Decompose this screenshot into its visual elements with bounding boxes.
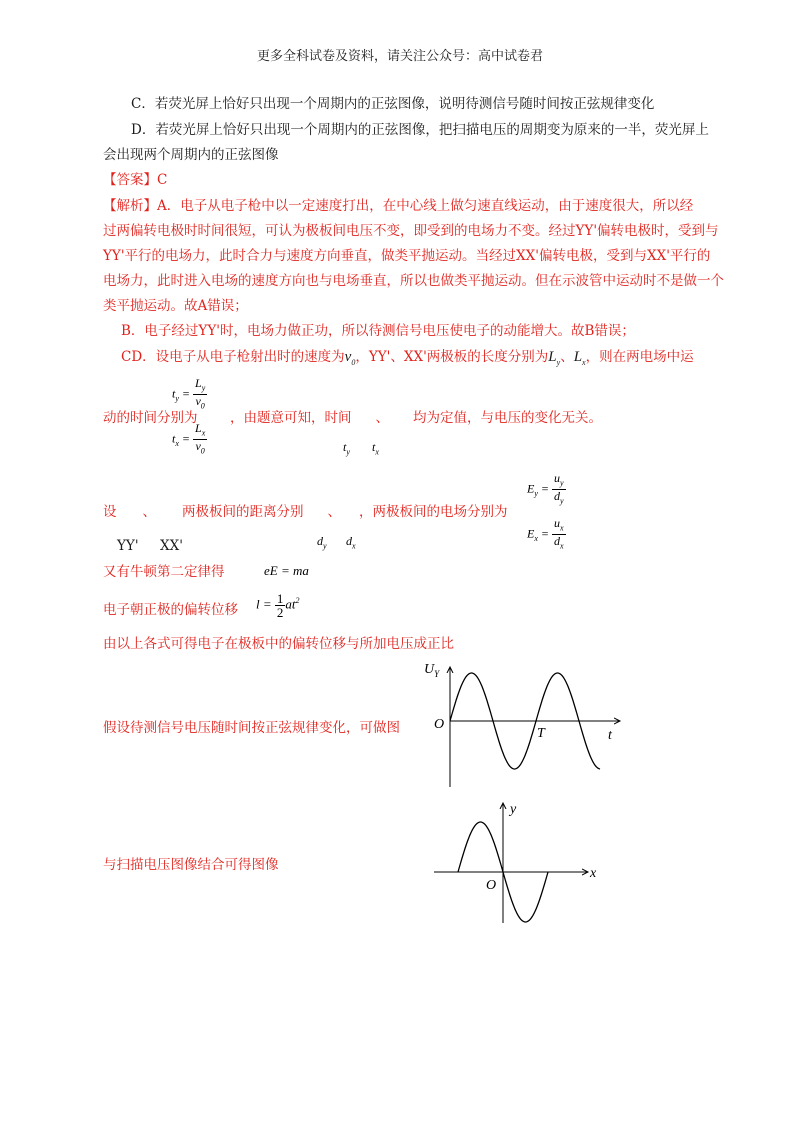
symbol-ty-loose: $t_y$ — [343, 440, 350, 457]
label-xx: XX' — [160, 538, 183, 554]
symbol-Ly: $L_y$ — [548, 349, 561, 367]
label-yy: YY' — [117, 538, 139, 554]
page-header: 更多全科试卷及资料，请关注公众号：高中试卷君 — [256, 49, 543, 64]
eq-Ex: $E_x$ = $\frac{u_x}{d_x}$ — [527, 516, 564, 551]
analysis-a-line4: 电场力，此时进入电场的速度方向也与电场垂直，所以也做类平抛运动。但在示波管中运动时不是做一个 — [103, 273, 724, 289]
answer-value: C — [157, 172, 168, 188]
analysis-newton: 又有牛顿第二定律得 — [103, 564, 225, 580]
analysis-b: B．电子经过YY'时，电场力做正功，所以待测信号电压使电子的动能增大。故B错误； — [121, 323, 635, 339]
eq-ty: $t_y$ = $\frac{L_y}{v_0}$ — [172, 376, 206, 411]
analysis-conclusion: 由以上各式可得电子在极板中的偏转位移与所加电压成正比 — [103, 636, 454, 652]
cd2-text-b: ，由题意可知，时间 — [230, 410, 352, 426]
graph1-origin-label: O — [434, 717, 445, 732]
cd-text-d: ，则在两电场中运 — [585, 349, 694, 365]
analysis-cd-line2-rest — [230, 408, 602, 428]
symbol-dx: $d_x$ — [346, 534, 356, 551]
symbol-v0: $v_0$ — [344, 349, 356, 367]
option-c: C．若荧光屏上恰好只出现一个周期内的正弦图像，说明待测信号随时间按正弦规律变化 — [131, 96, 655, 112]
set-a: 设 — [103, 504, 117, 520]
analysis-a-text: A．电子从电子枪中以一定速度打出，在中心线上做匀速直线运动，由于速度很大，所以经 — [157, 198, 694, 214]
graph2-y-label: y — [510, 802, 517, 817]
symbol-Lx: $L_x$ — [573, 349, 586, 367]
set-e: ，两极板间的电场分别为 — [359, 504, 508, 520]
analysis-set-line — [103, 502, 508, 522]
option-d-line2: 会出现两个周期内的正弦图像 — [103, 147, 279, 163]
analysis-deflection: 电子朝正极的偏转位移 — [103, 602, 238, 618]
analysis-a-line3: YY'平行的电场力，此时合力与速度方向垂直，做类平抛运动。当经过XX'偏转电极，受到与XX'平行的 — [103, 248, 711, 264]
eq-deflection: l = $\frac{1}{2}$ $at^2$ — [256, 591, 300, 620]
analysis-a-line5: 类平抛运动。故A错误； — [103, 298, 248, 314]
answer-label: 【答案】 — [103, 172, 157, 188]
graph1-x-label: t — [608, 728, 612, 743]
graph-y-vs-x — [430, 795, 605, 925]
cd2-text-a: 动的时间分别为 — [103, 410, 198, 426]
option-d-line1: D．若荧光屏上恰好只出现一个周期内的正弦图像，把扫描电压的周期变为原来的一半，荧光屏上 — [131, 122, 709, 138]
cd-text-c: 、 — [560, 349, 574, 365]
set-b: 、 — [142, 504, 156, 520]
analysis-assume: 假设待测信号电压随时间按正弦规律变化，可做图 — [103, 720, 400, 736]
eq-tx: $t_x$ = $\frac{L_x}{v_0}$ — [172, 421, 206, 456]
cd-text-a: CD．设电子从电子枪射出时的速度为 — [121, 349, 345, 365]
analysis-combine: 与扫描电压图像结合可得图像 — [103, 857, 279, 873]
graph2-x-label: x — [590, 866, 597, 881]
symbol-dy: $d_y$ — [317, 534, 327, 551]
answer — [103, 170, 167, 190]
analysis-cd-line2 — [103, 408, 198, 428]
graph2-origin-label: O — [486, 878, 497, 893]
symbol-tx-loose: $t_x$ — [372, 440, 379, 457]
eq-Ey: $E_y$ = $\frac{u_y}{d_y}$ — [527, 471, 564, 506]
analysis-cd-line1 — [121, 347, 694, 373]
analysis-label: 【解析】 — [103, 198, 157, 214]
set-c: 两极板间的距离分别 — [182, 504, 304, 520]
cd2-text-c: 、 — [375, 410, 389, 426]
analysis-a-line2: 过两偏转电极时时间很短，可认为极板间电压不变，即受到的电场力不变。经过YY'偏转电极时，受到与 — [103, 223, 719, 239]
analysis-a-line1 — [103, 196, 693, 216]
eq-newton: eE = ma — [264, 563, 309, 578]
graph1-period-label: T — [537, 726, 545, 741]
graph1-y-label: $U_Y$ — [424, 662, 440, 679]
graph-uy-vs-t — [420, 655, 630, 790]
cd-text-b: ，YY'、XX'两极板的长度分别为 — [355, 349, 549, 365]
set-d: 、 — [327, 504, 341, 520]
cd2-text-d: 均为定值，与电压的变化无关。 — [413, 410, 602, 426]
